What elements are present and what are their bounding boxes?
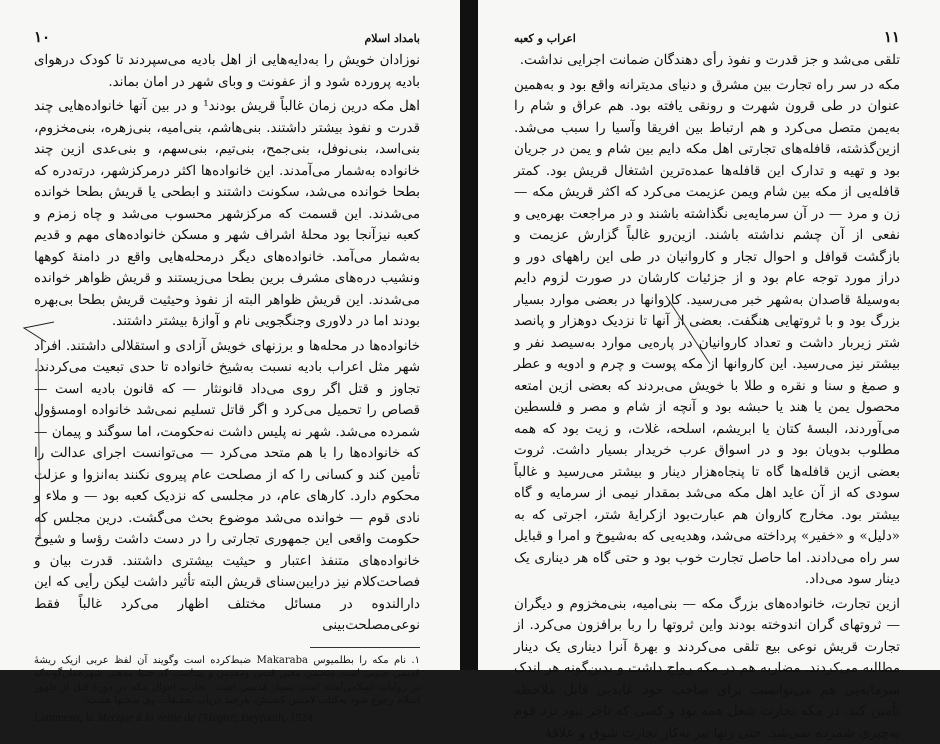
right-page	[478, 0, 940, 670]
page-number: ۱۰	[34, 28, 50, 46]
reference-place-year: Beyrouth, 1924.	[241, 712, 315, 724]
right-running-head	[514, 28, 900, 50]
book-gutter	[460, 0, 478, 670]
paragraph: نوزادان خویش را به‌دایه‌هایی از اهل بادیه می‌سپردند تا کودک درهوای بادیه پرورده شود و از عفونت و وبای شهر در امان بماند.	[34, 50, 420, 93]
footnote-reference	[34, 712, 420, 724]
page-number: ۱۱	[884, 28, 900, 46]
header-title: بامداد اسلام	[364, 32, 420, 45]
left-page-body	[34, 50, 420, 724]
paragraph: مکه در سر راه تجارت بین مشرق و دنیای مدیترانه واقع بود و به‌همین عنوان در طی قرون شهرت و رونقی یافته بود. هم عراق و شام را به‌یمن متصل می‌کرد و هم ارتباط بین افریقا وآسیا را سبب می‌شد. ازین‌گذشته، قافله‌های تجارتی اهل مکه دایم بین شام و یمن در جریان بود و تهیه و تدارک این قافله‌ها عمده‌ترین اشتغال قریش بود. کمتر قافله‌یی از مکه بین شام ویمن عزیمت می‌کرد که اکثر قریش مکه — زن و مرد — در آن سرمایه‌یی نگذاشته باشند و در مراجعت بهره‌یی و نفعی از آن چشم نداشته باشند. ازین‌رو غالباً گزارش عزیمت و بازگشت قوافل و احوال تجار و کاروانیان در طی این راههای دور و دراز مورد توجه عام بود و از جزئیات کارشان در صورت لزوم دایم به‌وسیلهٔ قاصدان به‌شهر خبر می‌رسید. کاروانها در بعضی موارد بسیار بزرگ بود و با ثروتهایی هنگفت. بعضی از آنها تا نزدیک دوهزار و پانصد شتر زیربار داشت و تعداد کاروانیان در پاره‌یی موارد به‌سیصد نفر و بیشتر نیز می‌رسید. این کاروانها از مکه پوست و چرم و ادویه و عطر و صمغ و سنا و نقره و طلا با خویش می‌بردند که بعضی ازین امتعه محصول یمن یا هند یا حبشه بود و آنچه از شام و مصر و فلسطین می‌آوردند، البسهٔ کتان یا ابریشم، اسلحه، غلات، و زیت بود که همه مطلوب بدویان بود و در اسواق عرب خریدار بسیار داشت. ثروت بعضی ازین قافله‌ها گاه تا پنجاه‌هزار دینار و بیشتر می‌رسید و غالباً سودی که از آن عاید اهل مکه می‌شد بمقدار نیمی از سرمایه و گاه بیشتر بود. مخارج کاروان هم عبارت‌بود ازکرایهٔ شتر، اجرتی که به «دلیل» و «خفیر» پرداخته می‌شد، وهدیه‌یی که به‌شیوخ و امرا و قبایل سر راه می‌دادند. اما حاصل تجارت خوب بود و حتی گاه هر دیناری یک دینار سود می‌داد.	[514, 75, 900, 591]
paragraph: تلقی می‌شد و جز قدرت و نفوذ رأی دهندگان ضمانت اجرایی نداشت.	[514, 50, 900, 72]
footnote: ۱. نام مکه را بطلمیوس Makaraba ضبط‌کرده است وگویند آن لفظ عربی ازیک ریشهٔ قدیمی جنوبی است متضمن معنی قدس ومقدس و پیداست که جنبهٔ مذهبی شهرهمان‌گونه‌که در روایات اسلامی‌آمده است بسیار قدیمی است. تجارب احوال مکه در دورهٔ قبل از ظهور اسلام رجوع شود به‌کتاب لامنس کشیش، هرچند درباب تحقیقات وی سخنها هست:	[34, 654, 420, 708]
header-title: اعراب و کعبه	[514, 32, 576, 45]
right-page-body	[514, 50, 900, 744]
reference-author: Lammens,	[34, 712, 82, 724]
paragraph: خانواده‌ها در محله‌ها و برزنهای خویش آزادی و استقلالی داشتند. افراد شهر مثل اعراب بادیه نسبت به‌شیخ خانواده تا حدی تبعیت می‌کردند. تجاوز و قتل اگر روی می‌داد قانونثار — که قانون بادیه است — قصاص را تحمیل می‌کرد و اگر قاتل تسلیم نمی‌شد خانواده اومسؤول شمرده می‌شد. شهر نه پلیس داشت نه‌حکومت، اما سوگند و پیمان — که خانواده‌ها را با هم متحد می‌کرد — می‌توانست اجرای عدالت را تأمین کند و کسانی را که از مصلحت عام پیروی نکنند به‌انزوا و عزلت محکوم دارد. کارهای عام، در مجلسی که نزدیک کعبه بود — و ملاء و نادی قوم — خوانده می‌شد موضوع بحث می‌گشت. درین مجلس که حکومت واقعی این جمهوری تجارتی را در دست داشت رؤسا و شیوخ خانواده‌های متنفذ اعتبار و حیثیت بیشتری داشتند. قدرت بیان و فصاحت‌کلام نیز درایبن‌سنای قریش البته تأثیر داشت لیکن رأیی که این دارالندوه در مسائل مختلف اظهار می‌کرد غالباً فقط نوعی‌مصلحت‌بینی	[34, 336, 420, 637]
reference-title: la Mecque à la veille de l'Hegire,	[85, 712, 238, 724]
paragraph: ازین تجارت، خانواده‌های بزرگ مکه — بنی‌امیه، بنی‌مخزوم و دیگران — ثروتهای گران اندوخته بودند واین ثروتها را ربا برافزون می‌کرد. از تجارت قریش نوعی بیع تلقی می‌کردند و بهرهٔ آنرا دیناری یک دینار مطالبه می‌کردند. مضاربه هم در مکه رواج داشت و بدین‌گونه هر اندک سرمایه‌یی هم می‌توانست برای صاحب خود عایدیی قابل ملاحظه تأمین کند. در مکه تجارت شغل همه بود و کسی که تاجر نبود نزد قوم به‌چیزی شمرده نمی‌شد. حتی زنها نیز به‌کار تجارت شوق و علاقهٔ	[514, 594, 900, 744]
left-running-head	[34, 28, 420, 50]
left-page	[0, 0, 460, 670]
paragraph: اهل مکه درین زمان غالباً قریش بودند¹ و در بین آنها خانواده‌هایی چند قدرت و نفوذ بیشتر داشتند. بنی‌هاشم، بنی‌امیه، بنی‌زهره، بنی‌مخزوم، بنی‌اسد، بنی‌نوفل، بنی‌جمح، بنی‌تیم، بنی‌سهم، و بنی‌عدی ازین چند خانواده به‌شمار می‌آمدند. این خانواده‌ها اکثر درمرکزشهر، درته‌دره که بطحا خوانده می‌شد، سکونت داشتند و ابطحی یا قریش بطحا خوانده می‌شدند. این قسمت که مرکزشهر محسوب می‌شد و چاه زمزم و کعبه نیزآنجا بود محلهٔ اشراف شهر و مسکن خانواده‌های مهم و قدیم به‌شمار می‌آمد. خانواده‌های دیگر درمحله‌هایی واقع در دامنهٔ کوهها ونشیب دره‌های مشرف برین بطحا می‌زیستند و قریش ظواهر خوانده می‌شدند. این قریش ظواهر البته از نفوذ وحیثیت قریش بطحا بی‌بهره بودند اما در دلاوری وجنگجویی نام و آوازهٔ بیشتر داشتند.	[34, 96, 420, 333]
footnote-rule	[310, 647, 420, 648]
